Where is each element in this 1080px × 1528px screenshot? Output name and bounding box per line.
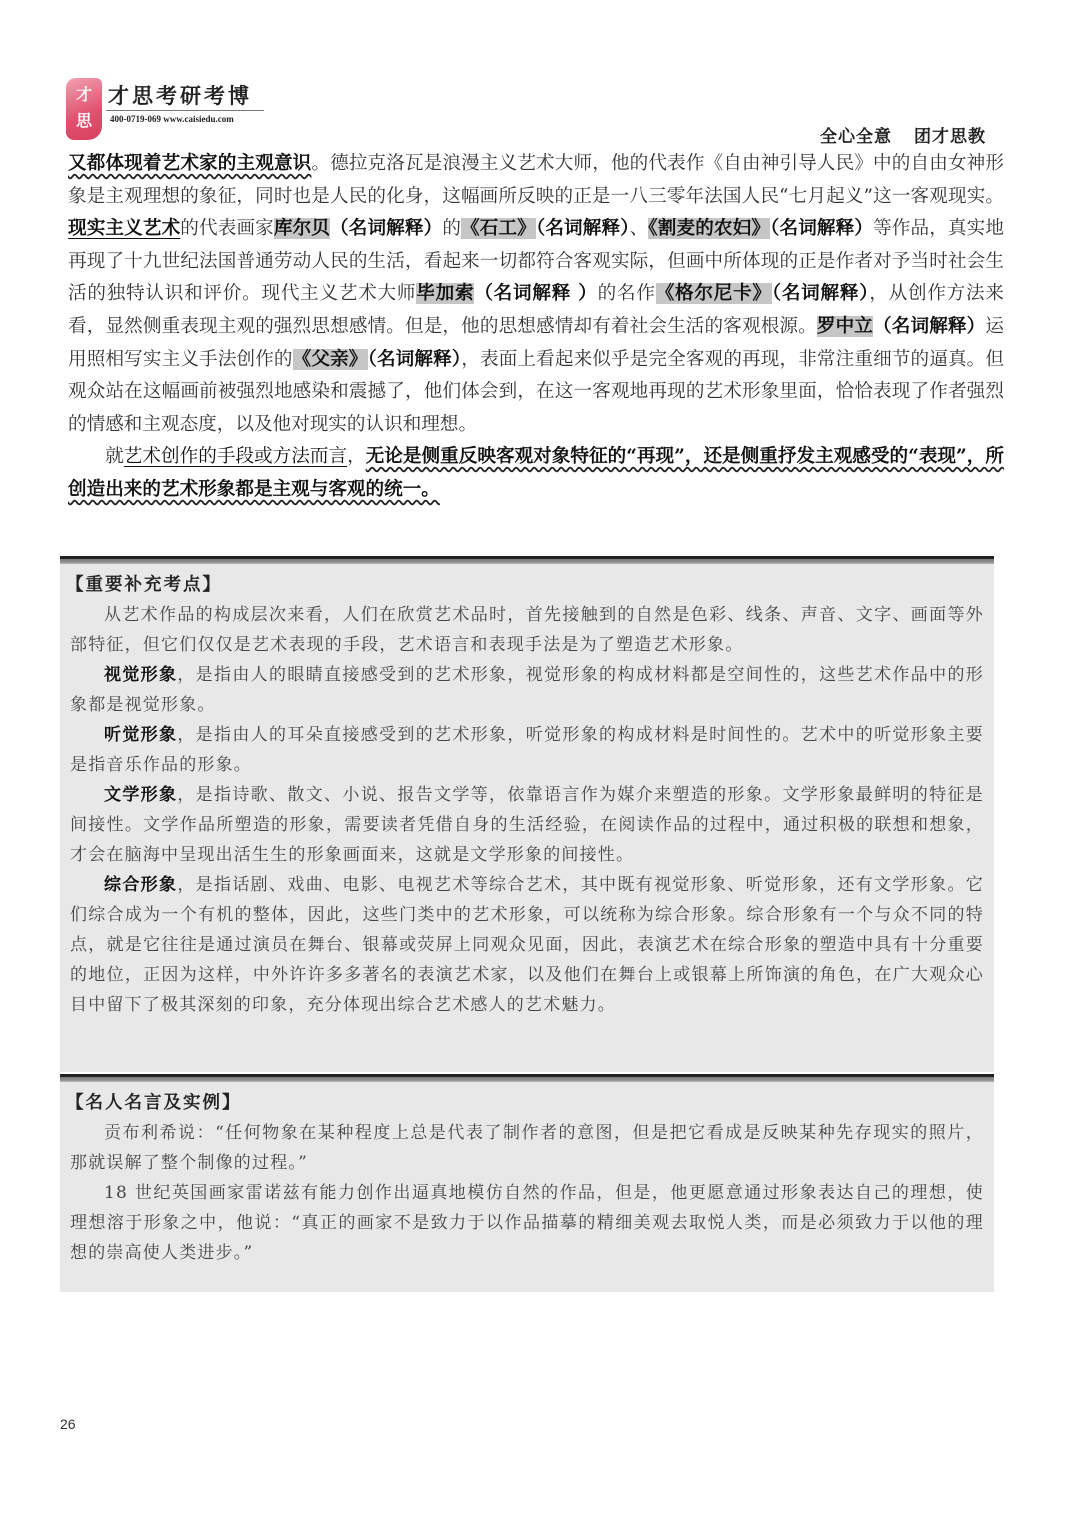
term-bold: 听觉形象 [104, 725, 178, 745]
logo-divider [106, 110, 264, 111]
publisher-logo [66, 74, 266, 144]
highlight-term: 《石工》 [461, 218, 536, 240]
logo-contact: 400-0719-069 www.caisiedu.com [110, 114, 234, 124]
box-paragraph [70, 870, 984, 1020]
term-note: （名词解释 ） [474, 283, 598, 305]
paragraph-2 [68, 441, 1004, 506]
term-note: （名词解释） [367, 348, 462, 370]
term-bold: 文学形象 [104, 785, 178, 805]
logo-seal-char-1: 才 [75, 85, 92, 104]
highlight-term: 《父亲》 [292, 348, 368, 370]
text-span: 的代表画家 [180, 218, 274, 240]
text-span: 。德拉克洛瓦是浪漫主义艺术大师，他的代表作《自由神引导人民》中的自由女神形象是主观理想的象征，同时也是人民的化身，这幅画所反映的正是一八三零年法国人民“七月起义”这一客观现实。 [68, 153, 1004, 207]
header-slogan [820, 122, 986, 147]
term-bold: 视觉形象 [104, 665, 178, 685]
page-number: 26 [60, 1416, 76, 1432]
text-span: ，是指由人的耳朵直接感受到的艺术形象，听觉形象的构成材料是时间性的。艺术中的听觉形象主要是指音乐作品的形象。 [70, 725, 984, 775]
paragraph-1 [68, 148, 1004, 441]
slogan-part-2: 团才思教 [914, 127, 986, 147]
box-title: 【重要补充考点】 [66, 575, 222, 595]
term-note: （名词解释） [330, 218, 443, 240]
highlight-term: 《割麦的农妇》 [648, 218, 771, 240]
text-span: ，是指话剧、戏曲、电影、电视艺术等综合艺术，其中既有视觉形象、听觉形象，还有文学形象。它们综合成为一个有机的整体，因此，这些门类中的艺术形象，可以统称为综合形象。综合形象有一个与众不同的特点，就是它往往是通过演员在舞台、银幕或荧屏上同观众见面，因此，表演艺术在综合形象的塑造中具有十分重要的地位，正因为这样，中外许许多多著名的表演艺术家，以及他们在舞台上或银幕上所饰演的角色，在广大观众心目中留下了极其深刻的印象，充分体现出综合艺术感人的艺术魅力。 [70, 875, 984, 1015]
text-span: 就 [105, 446, 124, 468]
text-span: ，从创作方法来看，显然侧重表现主观的强烈思想感情。但是，他的思想感情却有着社会生活的客观根源。 [68, 283, 1004, 337]
text-span: 等作品，真实地再现了十九世纪法国普通劳动人民的生活，看起来一切都符合客观实际，但画中所体现的正是作者对予当时社会生活的独特认识和评价。现代主义艺术大师 [68, 218, 1004, 305]
text-span: 运用照相写实主义手法创作的 [68, 315, 1004, 370]
text-span: ，是指诗歌、散文、小说、报告文学等，依靠语言作为媒介来塑造的形象。文学形象最鲜明的特征是间接性。文学作品所塑造的形象，需要读者凭借自身的生活经验，在阅读作品的过程中，通过积极的联想和想象，才会在脑海中呈现出活生生的形象画面来，这就是文学形象的间接性。 [70, 785, 984, 865]
supplementary-points-box [60, 556, 994, 1072]
main-body-text [68, 148, 1004, 507]
text-span: 的名作 [597, 283, 656, 305]
box-paragraph [70, 660, 984, 720]
text-span: 的 [442, 218, 462, 240]
logo-seal-icon [66, 78, 102, 140]
text-span: 从艺术作品的构成层次来看，人们在欣赏艺术品时，首先接触到的自然是色彩、线条、声音、文字、画面等外部特征，但它们仅仅是艺术表现的手段，艺术语言和表现手法是为了塑造艺术形象。 [70, 605, 984, 655]
text-span: 、 [629, 218, 649, 240]
text-span: ，表面上看起来似乎是完全客观的再现，非常注重细节的逼真。但观众站在这幅画前被强烈地感染和震撼了，他们体会到，在这一客观地再现的艺术形象里面，恰恰表现了作者强烈的情感和主观态度，以及他对现实的认识和理想。 [68, 348, 1004, 435]
emphasis-wavy: 又都体现着艺术家的主观意识 [68, 153, 312, 174]
box-paragraph [70, 720, 984, 780]
text-span: ， [347, 446, 366, 468]
box-top-border [60, 1074, 994, 1082]
logo-seal-char-2: 思 [75, 111, 92, 130]
box-title: 【名人名言及实例】 [66, 1093, 242, 1113]
box-paragraph: 18 世纪英国画家雷诺兹有能力创作出逼真地模仿自然的作品，但是，他更愿意通过形象表达自己的理想，使理想溶于形象之中，他说：“真正的画家不是致力于以作品描摹的精细美观去取悦人类，而是必须致力于以他的理想的崇高使人类进步。” [70, 1183, 984, 1263]
logo-title: 才思考研考博 [108, 83, 252, 108]
term-note: （名词解释） [873, 315, 986, 337]
term-note: （名词解释） [770, 218, 874, 240]
box-paragraph [70, 600, 984, 660]
highlight-term: 毕加索 [416, 283, 475, 305]
emphasis-wavy: 无论是侧重反映客观对象特征的“再现”，还是侧重抒发主观感受的“表现”，所创造出来的艺术形象都是主观与客观的统一。 [68, 446, 1004, 500]
highlight-term: 《格尔尼卡》 [655, 283, 772, 305]
term-note: （名词解释） [771, 283, 870, 305]
highlight-term: 库尔贝 [273, 218, 331, 240]
emphasis-underline: 艺术创作的手段或方法而言 [123, 446, 348, 468]
term-bold: 综合形象 [104, 875, 178, 895]
famous-quotes-box [60, 1074, 994, 1292]
text-span: ，是指由人的眼睛直接感受到的艺术形象，视觉形象的构成材料都是空间性的，这些艺术作品中的形象都是视觉形象。 [70, 665, 984, 715]
highlight-term: 罗中立 [816, 315, 874, 337]
box-paragraph: 贡布利希说：“任何物象在某种程度上总是代表了制作者的意图，但是把它看成是反映某种先存现实的照片，那就误解了整个制像的过程。” [70, 1123, 984, 1173]
slogan-part-1: 全心全意 [820, 127, 892, 147]
box-top-border [60, 556, 994, 564]
box-paragraph [70, 780, 984, 870]
term-note: （名词解释） [535, 218, 630, 240]
emphasis-underline: 现实主义艺术 [68, 218, 181, 240]
